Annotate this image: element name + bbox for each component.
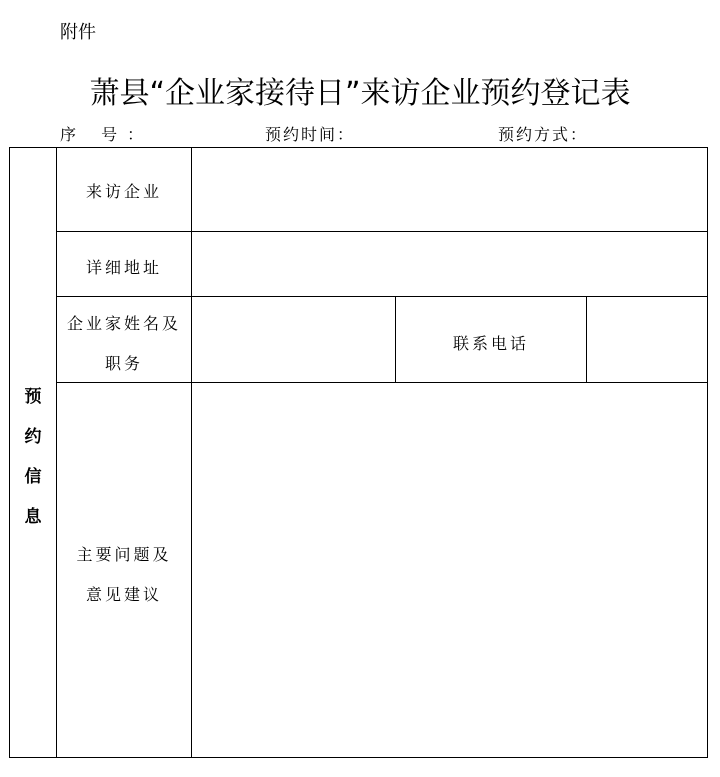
section-char: 约 — [24, 427, 42, 447]
address-label: 详细地址 — [85, 258, 162, 277]
appointment-mode-label: 预约方式： — [498, 125, 589, 144]
attachment-label: 附件 — [60, 22, 96, 43]
section-char: 信 — [24, 467, 42, 487]
visiting-company-value-cell[interactable] — [191, 147, 708, 232]
section-char: 息 — [24, 507, 42, 527]
name-title-value-cell[interactable] — [191, 296, 396, 383]
name-title-line: 职务 — [104, 354, 143, 373]
address-value-cell[interactable] — [191, 231, 708, 297]
section-char: 预 — [24, 387, 42, 407]
appointment-time-label: 预约时间： — [265, 125, 356, 144]
section-label-appointment-info — [10, 377, 56, 537]
issues-line: 主要问题及 — [76, 545, 172, 564]
issues-label — [56, 535, 192, 615]
phone-value-cell[interactable] — [586, 296, 708, 383]
visiting-company-label: 来访企业 — [85, 182, 162, 201]
serial-number-label: 序 号： — [60, 125, 154, 144]
name-title-label — [56, 304, 192, 384]
issues-line: 意见建议 — [85, 585, 162, 604]
issues-value-cell[interactable] — [191, 382, 708, 758]
page-title: 萧县“企业家接待日”来访企业预约登记表 — [89, 76, 631, 111]
name-title-line: 企业家姓名及 — [66, 314, 181, 333]
phone-label: 联系电话 — [452, 334, 529, 353]
